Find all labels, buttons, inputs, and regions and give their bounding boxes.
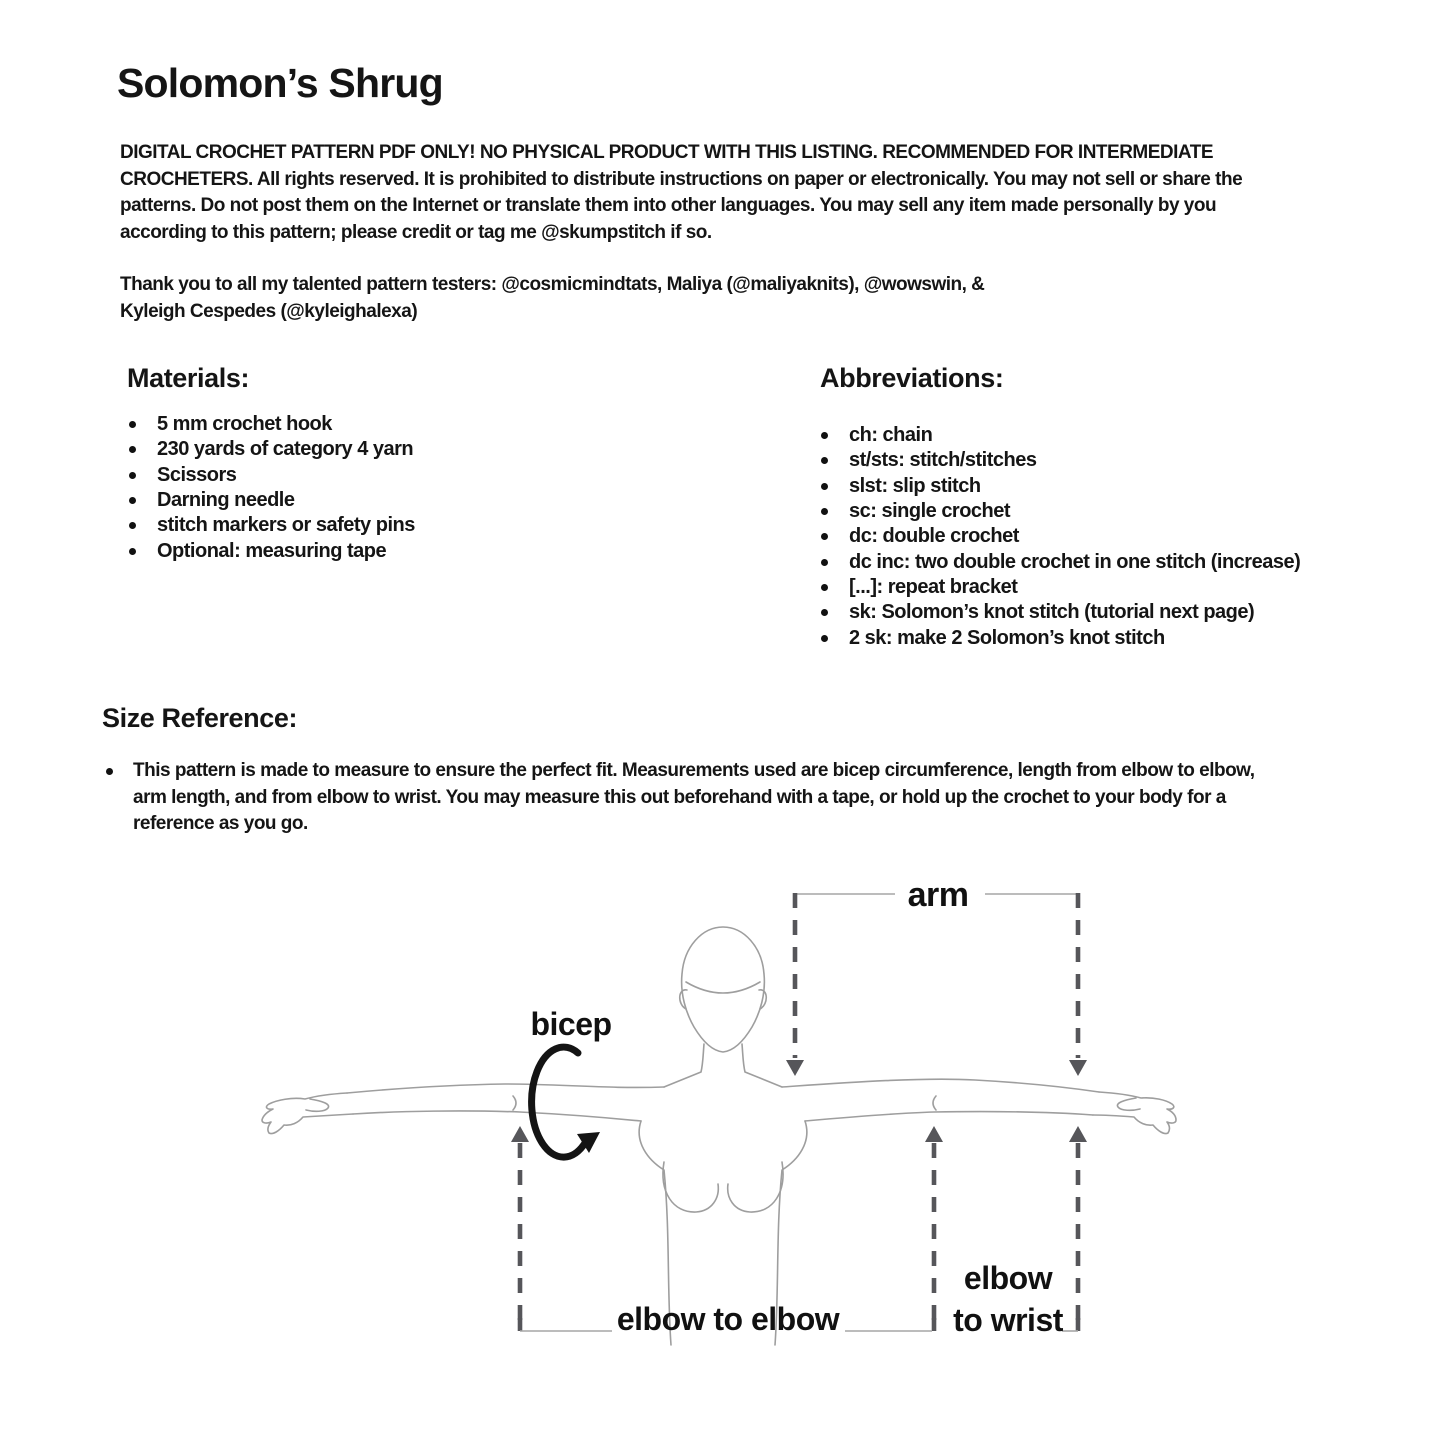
bicep-circular-arrow [532, 1047, 585, 1157]
paragraph-line: CROCHETERS. All rights reserved. It is prohibited to distribute instructions on paper or electronically. You may not sell or share the [120, 168, 1243, 190]
paragraph-line: This pattern is made to measure to ensure the perfect fit. Measurements used are bicep circumference, length from elbow to elbow, [133, 760, 1255, 781]
up-arrow-icon [511, 1126, 529, 1142]
list-item-label: Optional: measuring tape [157, 539, 387, 562]
list-item-label: [...]: repeat bracket [849, 575, 1018, 598]
paragraph-line: patterns. Do not post them on the Internet or translate them into other languages. You may sell any item made personally by you [120, 195, 1217, 216]
list-item-label: st/sts: stitch/stitches [849, 449, 1037, 472]
materials-heading: Materials: [127, 363, 250, 393]
right-arm-bottom [805, 1112, 1093, 1121]
neck-right [742, 1044, 782, 1087]
left-thumb [306, 1099, 329, 1111]
up-arrow-icon [1069, 1126, 1087, 1142]
hairline [686, 982, 760, 993]
right-elbow-mark [933, 1096, 936, 1110]
head-outline [682, 927, 765, 1052]
bicep-label: bicep [530, 1006, 612, 1042]
elbow-to-elbow-label: elbow to elbow [616, 1301, 840, 1337]
paragraph-line: Kyleigh Cespedes (@kyleighalexa) [120, 300, 418, 322]
paragraph-line: arm length, and from elbow to wrist. You may measure this out beforehand with a tape, or hold up the crochet to your body for a [133, 786, 1226, 808]
list-item-label: 5 mm crochet hook [157, 413, 332, 436]
list-item-label: sc: single crochet [849, 500, 1011, 523]
size-reference-heading: Size Reference: [102, 703, 298, 733]
list-item-label: dc inc: two double crochet in one stitch (increase) [849, 550, 1301, 573]
neck-left [664, 1044, 704, 1087]
list-item-label: 230 yards of category 4 yarn [157, 438, 414, 461]
elbow-to-wrist-label-line2: to wrist [953, 1302, 1063, 1338]
paragraph-line: DIGITAL CROCHET PATTERN PDF ONLY! NO PHYSICAL PRODUCT WITH THIS LISTING. RECOMMENDED FOR INTERMEDIATE [120, 142, 1214, 163]
paragraph-line: reference as you go. [133, 813, 308, 834]
bottom-measurements [511, 1126, 1087, 1338]
arm-measurement [786, 876, 1087, 1076]
elbow-to-wrist-label-line1: elbow [963, 1260, 1053, 1296]
right-breast [728, 1162, 783, 1212]
list-item-label: 2 sk: make 2 Solomon’s knot stitch [849, 626, 1165, 649]
list-item-label: dc: double crochet [849, 525, 1019, 548]
abbreviations-heading: Abbreviations: [820, 363, 1004, 393]
left-arm-top [347, 1084, 664, 1093]
down-arrow-icon [1069, 1060, 1087, 1076]
left-hand [262, 1093, 353, 1134]
left-arm-bottom [353, 1111, 641, 1121]
paragraph-line: Thank you to all my talented pattern testers: @cosmicmindtats, Maliya (@maliyaknits), @wowswin, & [120, 274, 985, 295]
bicep-measurement [530, 1006, 611, 1157]
list-item-label: sk: Solomon’s knot stitch (tutorial next page) [849, 601, 1255, 624]
right-arm-top [782, 1079, 1099, 1092]
list-item-label: ch: chain [849, 424, 933, 447]
list-item-label: slst: slip stitch [849, 474, 981, 497]
list-item-label: Scissors [157, 463, 237, 486]
right-thumb [1117, 1098, 1140, 1110]
page-title: Solomon’s Shrug [117, 60, 443, 106]
up-arrow-icon [925, 1126, 943, 1142]
list-item-label: Darning needle [157, 489, 295, 512]
arm-label: arm [907, 876, 969, 914]
left-breast [663, 1162, 718, 1212]
list-item-label: stitch markers or safety pins [157, 514, 415, 537]
down-arrow-icon [786, 1060, 804, 1076]
paragraph-line: according to this pattern; please credit or tag me @skumpstitch if so. [120, 221, 712, 243]
left-elbow-mark [513, 1096, 516, 1110]
